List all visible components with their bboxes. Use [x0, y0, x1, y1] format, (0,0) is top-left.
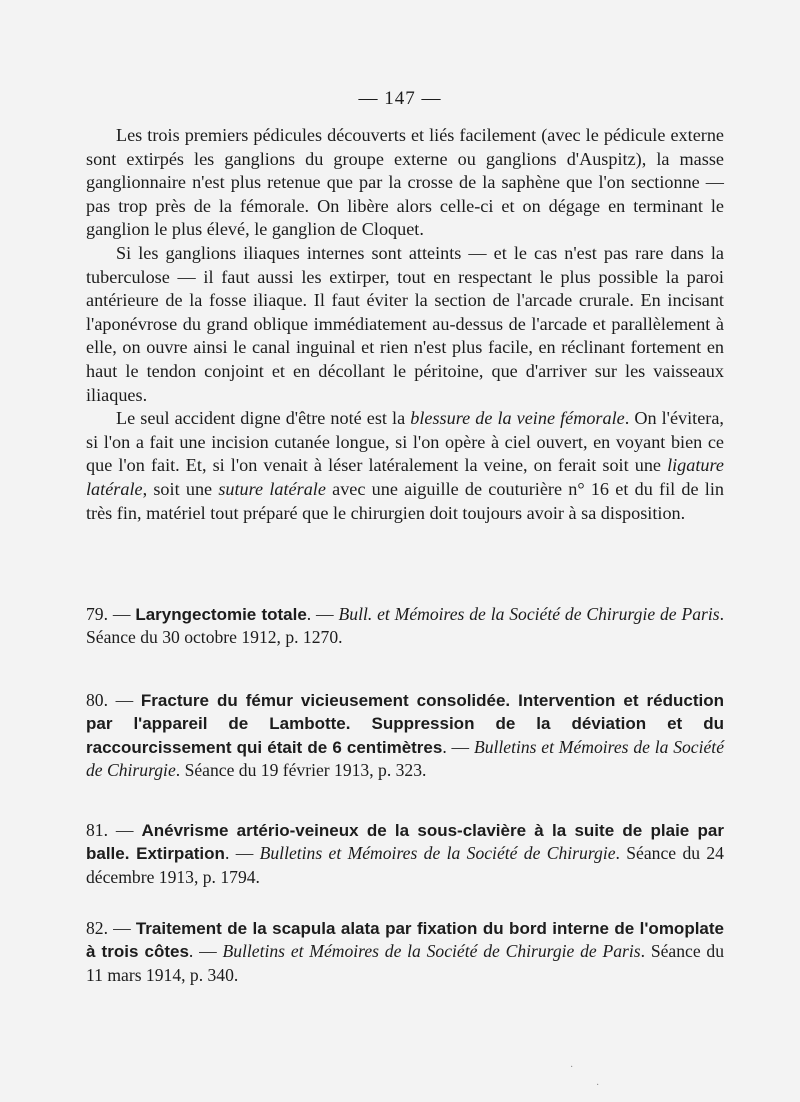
bibliography-entry-82 — [86, 917, 724, 986]
entry-separator: . — — [188, 941, 223, 962]
entry-details: . Séance du 11 mars 1914, p. 340. — [86, 941, 725, 985]
entry-number: 81. — — [86, 820, 142, 840]
paragraph-3-emphasis: ligature latérale — [86, 455, 724, 499]
entry-details: . Séance du 24 décembre 1913, p. 1794. — [86, 843, 724, 887]
paragraph-3 — [86, 407, 724, 525]
entry-source: Bulletins et Mémoires de la Société de Chirurgie de Paris — [222, 941, 641, 962]
entry-number: 80. — — [86, 690, 141, 710]
paragraph-3-text: Le seul accident digne d'être noté est la — [116, 408, 411, 429]
entry-title: Laryngectomie totale — [135, 605, 307, 624]
page-number: — 147 — — [358, 88, 442, 109]
bibliography-entry-81 — [86, 819, 724, 888]
entry-title: Anévrisme artério-veineux de la sous-clavière à la suite de plaie par balle. Extirpation — [86, 821, 724, 864]
entry-title: Fracture du fémur vicieusement consolidée. Intervention et réduction par l'appareil de Lambotte. Suppression de la déviation et du raccourcissement qui était de 6 centimètres — [86, 691, 724, 757]
entry-separator: . — — [442, 736, 474, 757]
entry-separator: . — — [224, 843, 260, 864]
entry-source: Bulletins et Mémoires de la Société de Chirurgie — [86, 736, 725, 781]
bibliography-entry-80 — [86, 689, 724, 782]
paragraph-1: Les trois premiers pédicules découverts et liés facilement (avec le pédicule externe sont extirpés les ganglions du groupe externe ou ganglions d'Auspitz), la masse ganglionnaire n'est plus retenue que par la crosse de la saphène que l'on sectionne — pas trop près de la fémorale. On libère alors celle-ci et on dégage en terminant le ganglion le plus élevé, le ganglion de Cloquet. — [86, 125, 724, 240]
paragraph-3-emphasis: suture latérale — [218, 478, 326, 499]
entry-number: 82. — — [86, 918, 136, 938]
body-text — [86, 124, 724, 525]
bibliography-entry-79 — [86, 603, 724, 649]
entry-separator: . — — [306, 604, 339, 624]
entry-source: Bulletins et Mémoires de la Société de Chirurgie — [259, 843, 616, 864]
entry-details: . Séance du 30 octobre 1912, p. 1270. — [86, 604, 725, 648]
paragraph-3-text: . On l'évitera, si l'on a fait une incision cutanée longue, si l'on opère à ciel ouvert, en voyant bien ce que l'on fait. Et, si l'on venait à léser latéralement la veine, on ferait soit une — [86, 408, 724, 476]
scan-speck: · — [570, 1062, 574, 1073]
entry-number: 79. — — [86, 604, 136, 624]
scan-speck: · — [596, 1080, 600, 1091]
entry-title: Traitement de la scapula alata par fixation du bord interne de l'omoplate à trois côtes — [86, 919, 724, 962]
paragraph-2: Si les ganglions iliaques internes sont atteints — et le cas n'est pas rare dans la tuberculose — il faut aussi les extirper, tout en respectant le plus possible la paroi antérieure de la fosse iliaque. Il faut éviter la section de l'arcade crurale. En incisant l'aponévrose du grand oblique immédiatement au-dessus de l'arcade et parallèlement à elle, on ouvre ainsi le canal inguinal et rien n'est plus facile, en réclinant fortement en haut le tendon conjoint et en décollant le péritoine, que d'arriver sur les vaisseaux iliaques. — [86, 242, 724, 405]
entry-details: . Séance du 19 février 1913, p. 323. — [175, 760, 427, 781]
paragraph-3-text: avec une aiguille de couturière n° 16 et du fil de lin très fin, matériel tout préparé que le chirurgien doit toujours avoir à sa disposition. — [86, 478, 724, 523]
paragraph-3-text: , soit une — [142, 478, 219, 499]
paragraph-3-emphasis: blessure de la veine fémorale — [410, 408, 625, 429]
entry-source: Bull. et Mémoires de la Société de Chirurgie de Paris — [338, 604, 720, 624]
